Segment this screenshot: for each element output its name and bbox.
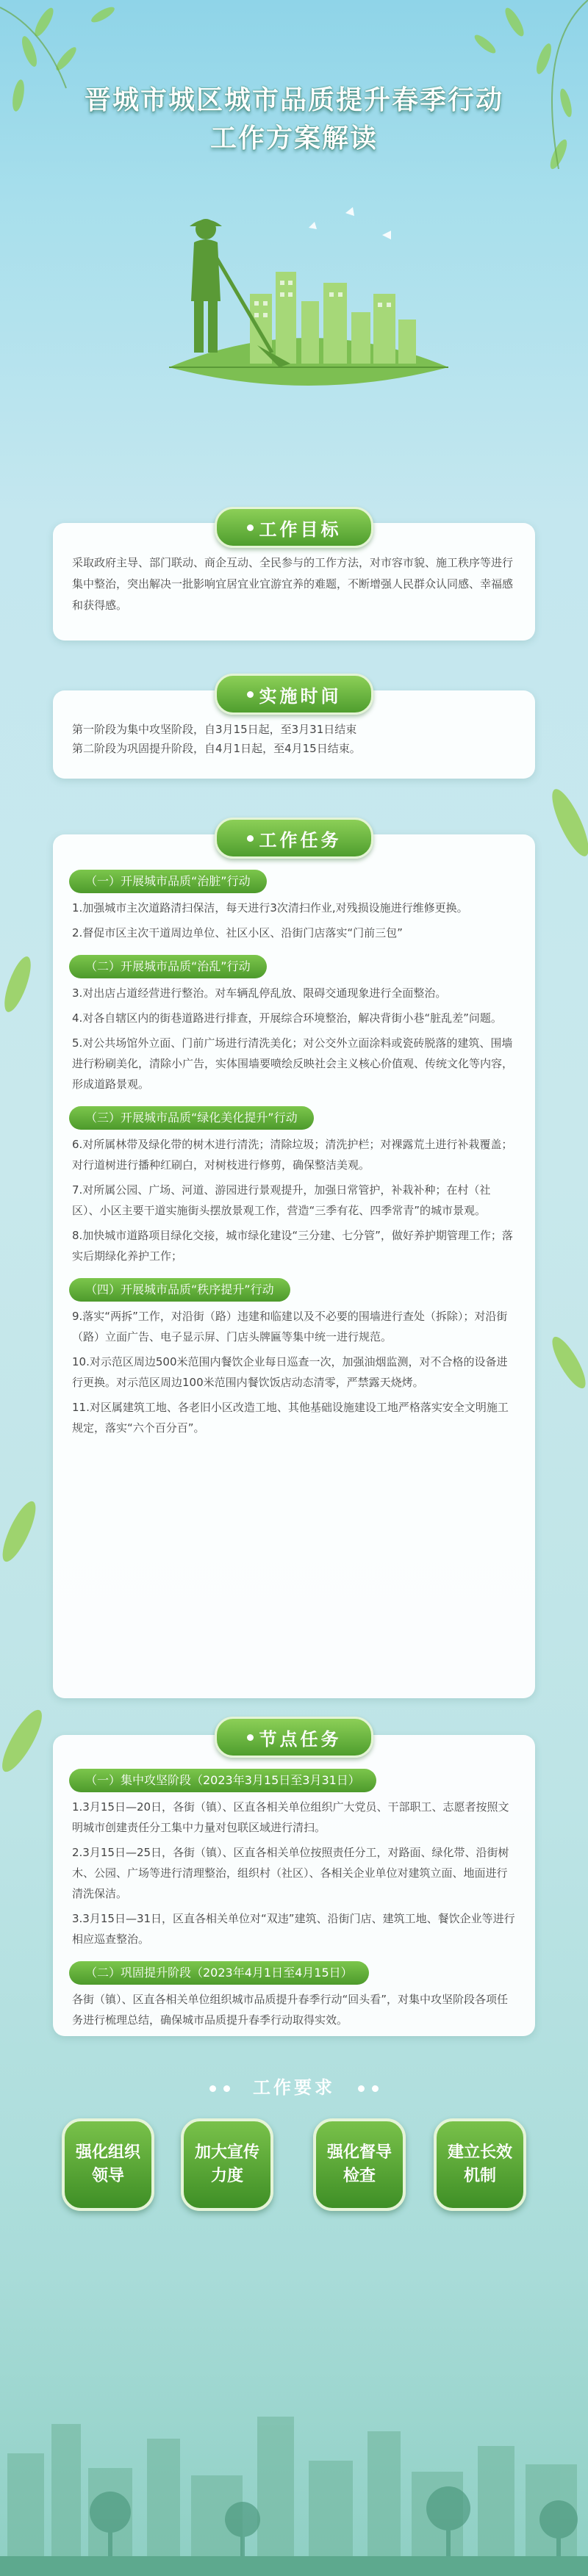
bullet-dot [358, 2085, 365, 2092]
leaf-decoration [0, 1469, 44, 1594]
bullet-dot [372, 2085, 379, 2092]
requirements-heading [0, 2073, 588, 2099]
task-item: 7.对所属公园、广场、河道、游园进行景观提升，加强日常管护，补栽补种；在村（社区）、小区主要干道实施街头摆放景观工作，营造“三季有花、四季常青”的城市景观。 [72, 1183, 491, 1217]
bullet-dot [247, 524, 254, 531]
task-item: 2.督促市区主次干道周边单位、社区小区、沿街门店落实“门前三包” [72, 926, 403, 939]
task-item: 3.对出店占道经营进行整治。对车辆乱停乱放、限碍交通现象进行全面整治。 [72, 986, 447, 1000]
requirement-tile: 强化组织领导 [62, 2118, 154, 2211]
requirement-tile: 建立长效机制 [434, 2118, 526, 2211]
task-item: 6.对所属林带及绿化带的树木进行清洗；清除垃圾；清洗护栏；对裸露荒土进行补栽覆盖；对行道树进行播种红刷白，对树枝进行修剪，确保整洁美观。 [72, 1138, 513, 1172]
task-item: 8.加快城市道路项目绿化交接，城市绿化建设“三分建、七分管”，做好养护期管理工作；落实后期绿化养护工作； [72, 1229, 513, 1263]
task-item: 5.对公共场馆外立面、门前广场进行清洗美化；对公交外立面涂料或瓷砖脱落的建筑、围墙进行粉刷美化，清除小广告，实体围墙要喷绘反映社会主义核心价值观、传统文化等内容，形成道路景观。 [72, 1036, 514, 1091]
leaf-decoration [544, 749, 588, 896]
nodes-heading [215, 1717, 373, 1758]
city-skyline-decoration [0, 2343, 588, 2576]
task-group-title: （四）开展城市品质“秩序提升”行动 [69, 1278, 290, 1302]
tasks-heading [215, 818, 373, 859]
task-item: 11.对区属建筑工地、各老旧小区改造工地、其他基础设施建设工地严格落实安全文明施工规定，落实“六个百分百”。 [72, 1401, 509, 1435]
node-item: 1.3月15日—20日，各街（镇）、区直各相关单位组织广大党员、干部职工、志愿者按照文明城市创建责任分工集中力量对包联区域进行清扫。 [72, 1800, 509, 1834]
node-group-title: （一）集中攻坚阶段（2023年3月15日至3月31日） [69, 1769, 376, 1792]
bullet-dot [247, 1734, 254, 1741]
goal-heading-label: 工作目标 [259, 519, 342, 540]
tasks-card [53, 834, 535, 1698]
node-item: 2.3月15日—25日，各街（镇）、区直各相关单位按照责任分工，对路面、绿化带、沿街树木、公园、广场等进行清理整治，组织村（社区）、各相关企业单位对建筑立面、地面进行清洗保洁。 [72, 1846, 509, 1900]
bullet-dot [209, 2085, 216, 2092]
goal-text: 采取政府主导、部门联动、商企互动、全民参与的工作方法，对市容市貌、施工秩序等进行集中整治，突出解决一批影响宜居宜业宜游宜养的难题，不断增强人民群众认同感、幸福感和获得感。 [72, 556, 514, 612]
task-group-title: （三）开展城市品质“绿化美化提升”行动 [69, 1106, 314, 1130]
node-item: 3.3月15日—31日，区直各相关单位对“双违”建筑、沿街门店、建筑工地、餐饮企业等进行相应巡查整治。 [72, 1912, 515, 1946]
leaf-decoration [544, 1307, 588, 1418]
goal-heading [215, 507, 373, 548]
nodes-heading-label: 节点任务 [259, 1728, 342, 1750]
requirements-heading-label: 工作要求 [253, 2077, 335, 2098]
task-item: 10.对示范区周边500米范围内餐饮企业每日巡查一次，加强油烟监测，对不合格的设备进行更换。对示范区周边100米范围内餐饮饭店动态清零，严禁露天烧烤。 [72, 1355, 508, 1389]
bullet-dot [223, 2085, 230, 2092]
nodes-card [53, 1735, 535, 2036]
poster-title-line2: 工作方案解读 [209, 123, 378, 154]
requirement-tile: 强化督导检查 [313, 2118, 406, 2211]
node-group-title: （二）巩固提升阶段（2023年4月1日至4月15日） [69, 1961, 369, 1985]
time-heading-label: 实施时间 [259, 685, 342, 707]
tasks-heading-label: 工作任务 [259, 829, 342, 851]
time-line-1: 第一阶段为集中攻坚阶段，自3月15日起，至3月31日结束 [72, 723, 357, 736]
task-item: 9.落实“两拆”工作，对沿街（路）违建和临建以及不必要的围墙进行查处（拆除）；对沿街（路）立面广告、电子显示屏、门店头牌匾等集中统一进行规范。 [72, 1310, 508, 1343]
task-group-title: （一）开展城市品质“治脏”行动 [69, 870, 267, 893]
node-item: 各街（镇）、区直各相关单位组织城市品质提升春季行动“回头看”，对集中攻坚阶段各项任务进行梳理总结，确保城市品质提升春季行动取得实效。 [72, 1993, 509, 2027]
requirement-tile: 加大宣传力度 [181, 2118, 273, 2211]
leaf-decoration [0, 1675, 51, 1807]
task-item: 1.加强城市主次道路清扫保洁，每天进行3次清扫作业,对残损设施进行维修更换。 [72, 901, 468, 914]
time-line-2: 第二阶段为巩固提升阶段，自4月1日起，至4月15日结束。 [72, 742, 361, 755]
bullet-dot [247, 835, 254, 842]
time-heading [215, 674, 373, 715]
city-leaf-illustration [162, 184, 456, 397]
bullet-dot [247, 691, 254, 698]
task-group-title: （二）开展城市品质“治乱”行动 [69, 955, 267, 978]
task-item: 4.对各自辖区内的街巷道路进行排查，开展综合环境整治，解决背街小巷“脏乱差”问题。 [72, 1011, 502, 1025]
poster-title-line1: 晋城市城区城市品质提升春季行动 [84, 84, 503, 115]
leaf-decoration [0, 926, 44, 1043]
